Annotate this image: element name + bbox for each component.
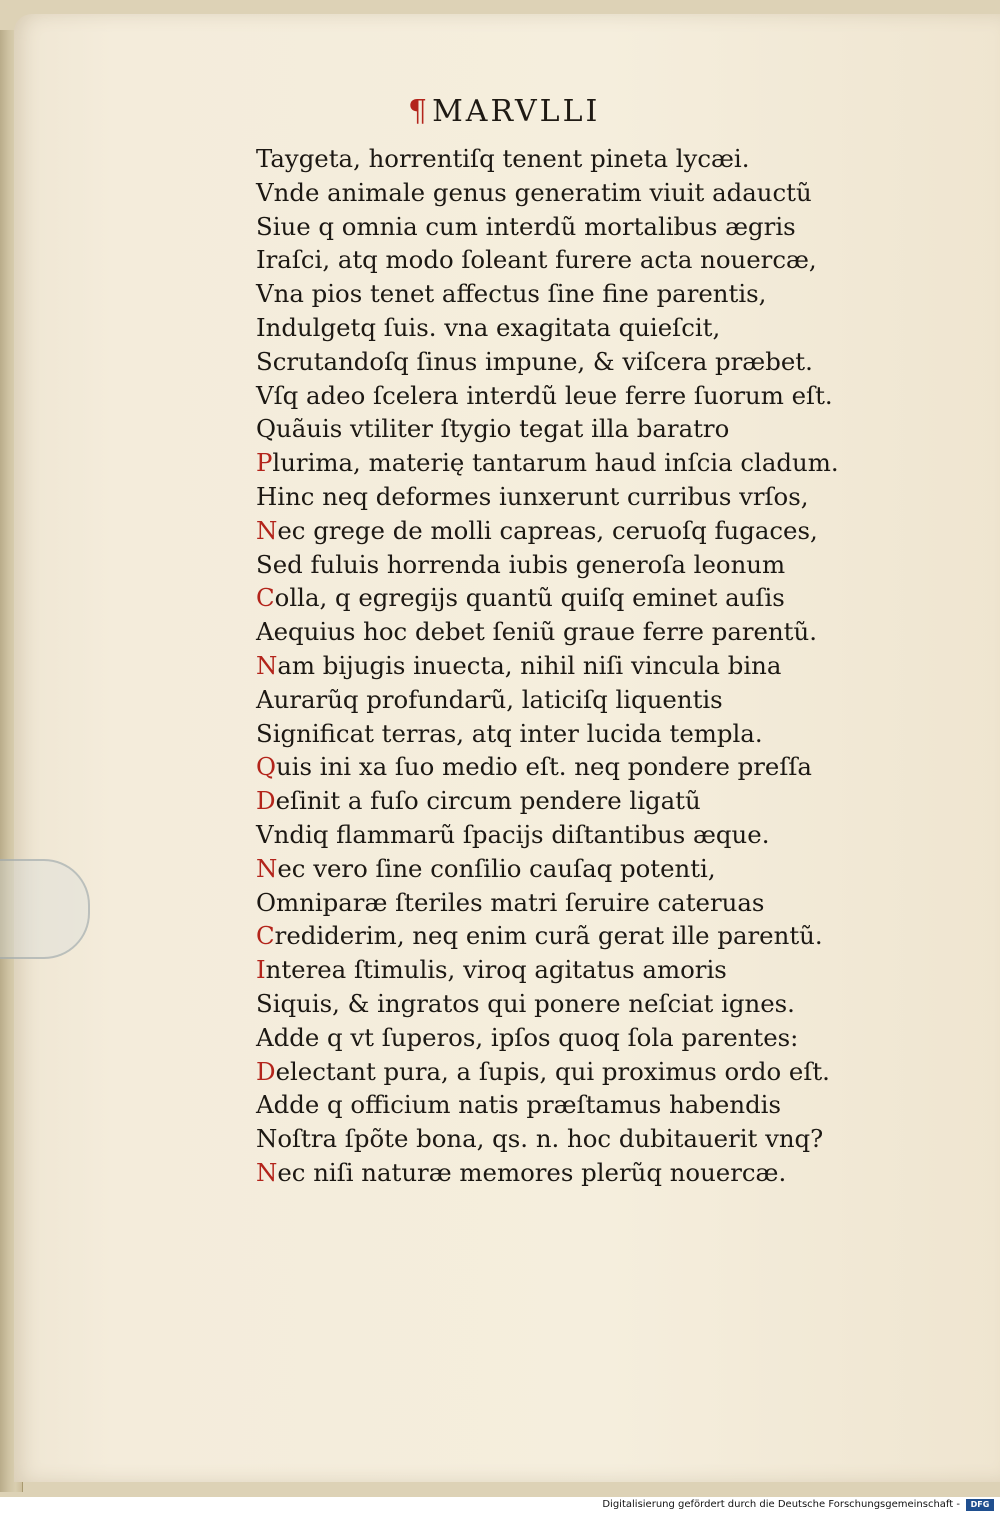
verse-initial: V — [256, 380, 274, 410]
verse-line-text: oſtra ſpõte bona, qs. n. hoc dubitauerit vnq? — [277, 1124, 824, 1154]
verse-line-text: raſci, atq modo ſoleant furere acta nouercæ, — [265, 245, 817, 275]
verse-line — [256, 142, 856, 176]
verse-line-text: uis ini xa ſuo medio eſt. neq pondere preſſa — [276, 752, 812, 782]
verse-initial: S — [256, 549, 273, 579]
verse-line — [256, 548, 856, 582]
verse-initial: H — [256, 481, 278, 511]
verse-line-text: na pios tenet affectus ſine fine parentis, — [273, 279, 767, 309]
verse-initial: A — [256, 1022, 274, 1052]
verse-line-text: nterea ſtimulis, viroq agitatus amoris — [265, 955, 727, 985]
verse-line-text: electant pura, a ſupis, qui proximus ordo eſt. — [275, 1056, 830, 1086]
verse-line-text: urarũq profundarũ, laticiſq liquentis — [273, 684, 723, 714]
running-head — [408, 94, 600, 129]
verse-line-text: ignificat terras, atq inter lucida templa. — [272, 718, 763, 748]
verse-line — [256, 953, 856, 987]
verse-initial: Q — [256, 414, 276, 444]
verse-initial: A — [256, 1090, 274, 1120]
verse-line — [256, 852, 856, 886]
verse-line — [256, 886, 856, 920]
verse-initial: O — [256, 887, 276, 917]
verse-line-text: am bijugis inuecta, nihil niſi vincula bina — [277, 650, 782, 680]
verse-initial: I — [256, 245, 266, 275]
verse-initial: C — [256, 583, 275, 613]
verse-line — [256, 784, 856, 818]
verse-line — [256, 581, 856, 615]
verse-line — [256, 717, 856, 751]
verse-line-text: nde animale genus generatim viuit adauctũ — [273, 177, 812, 207]
verse-line — [256, 176, 856, 210]
verse-initial: Q — [256, 752, 276, 782]
verse-line-text: ec grege de molli capreas, ceruoſq fugaces, — [277, 515, 818, 545]
verse-line-text: ſq adeo ſcelera interdũ leue ferre ſuorum eſt. — [273, 380, 833, 410]
verse-line-text: ec vero ſine conſilio cauſaq potenti, — [277, 853, 716, 883]
verse-line — [256, 1088, 856, 1122]
verse-line — [256, 1021, 856, 1055]
running-head-title: MARVLLI — [432, 94, 601, 129]
verse-initial: S — [256, 211, 273, 241]
verse-line-text: iue q omnia cum interdũ mortalibus ægris — [272, 211, 796, 241]
verse-initial: D — [256, 786, 276, 816]
verse-initial: V — [256, 279, 274, 309]
verse-line-text: dde q officium natis præſtamus habendis — [273, 1090, 782, 1120]
verse-line-text: olla, q egregijs quantũ quiſq eminet auſis — [274, 583, 785, 613]
verse-initial: N — [256, 1124, 278, 1154]
verse-initial: N — [256, 515, 278, 545]
verse-line — [256, 818, 856, 852]
verse-line — [256, 683, 856, 717]
verse-line-text: aygeta, horrentiſq tenent pineta lycæi. — [270, 144, 750, 173]
verse-initial: S — [256, 346, 273, 376]
verse-line — [256, 514, 856, 548]
verse-line — [256, 987, 856, 1021]
verse-line — [256, 615, 856, 649]
verse-initial: I — [256, 955, 266, 985]
verse-initial: N — [256, 650, 278, 680]
verse-line-text: inc neq deformes iunxerunt curribus vrſos, — [277, 481, 809, 511]
verse-line — [256, 379, 856, 413]
verse-initial: S — [256, 718, 273, 748]
verse-line-text: mniparæ ſteriles matri ſeruire cateruas — [276, 887, 765, 917]
verse-initial: D — [256, 1056, 276, 1086]
footer — [0, 1497, 1000, 1515]
verse-line-text: uãuis vtiliter ſtygio tegat illa baratro — [276, 414, 730, 444]
verse-line — [256, 919, 856, 953]
verse-line-text: ec niſi naturæ memores plerũq nouercæ. — [277, 1157, 787, 1187]
verse-initial: V — [256, 819, 274, 849]
verse-text — [256, 142, 856, 1190]
verse-line-text: dde q vt ſuperos, ipſos quoq ſola parentes: — [273, 1022, 799, 1052]
verse-initial: V — [256, 177, 274, 207]
verse-line-text: rediderim, neq enim curã gerat ille parentũ. — [274, 921, 823, 951]
verse-initial: N — [256, 853, 278, 883]
verse-line — [256, 480, 856, 514]
verse-initial: S — [256, 988, 273, 1018]
verse-initial: I — [256, 312, 266, 342]
verse-line — [256, 412, 856, 446]
verse-initial: A — [256, 617, 274, 647]
verse-line-text: lurima, materię tantarum haud inſcia cladum. — [272, 448, 839, 478]
verse-initial: P — [256, 448, 273, 478]
pilcrow-mark: ¶ — [408, 94, 431, 129]
verse-line — [256, 1156, 856, 1190]
verse-initial: N — [256, 1157, 278, 1187]
footer-credit: Digitalisierung gefördert durch die Deutsche Forschungsgemeinschaft - — [602, 1499, 960, 1510]
verse-initial: C — [256, 921, 275, 951]
dfg-logo: DFG — [966, 1499, 994, 1511]
verse-initial: T — [256, 144, 271, 173]
verse-line — [256, 311, 856, 345]
verse-line-text: ndulgetq ſuis. vna exagitata quieſcit, — [265, 312, 721, 342]
verse-line-text: eſinit a fuſo circum pendere ligatũ — [275, 786, 701, 816]
page-clip — [0, 859, 90, 959]
verse-line — [256, 649, 856, 683]
verse-line — [256, 345, 856, 379]
verse-initial: A — [256, 684, 274, 714]
verse-line — [256, 1055, 856, 1089]
verse-line — [256, 446, 856, 480]
verse-line — [256, 243, 856, 277]
verse-line-text: crutandoſq ſinus impune, & viſcera præbet. — [272, 346, 813, 376]
verse-line — [256, 277, 856, 311]
verse-line — [256, 750, 856, 784]
verse-line-text: equius hoc debet ſeniũ graue ferre parentũ. — [273, 617, 817, 647]
verse-line — [256, 210, 856, 244]
verse-line — [256, 1122, 856, 1156]
verse-line-text: ed fuluis horrenda iubis generoſa leonum — [272, 549, 786, 579]
verse-line-text: iquis, & ingratos qui ponere neſciat ignes. — [272, 988, 795, 1018]
verse-line-text: ndiq flammarũ ſpacijs diſtantibus æque. — [273, 819, 770, 849]
